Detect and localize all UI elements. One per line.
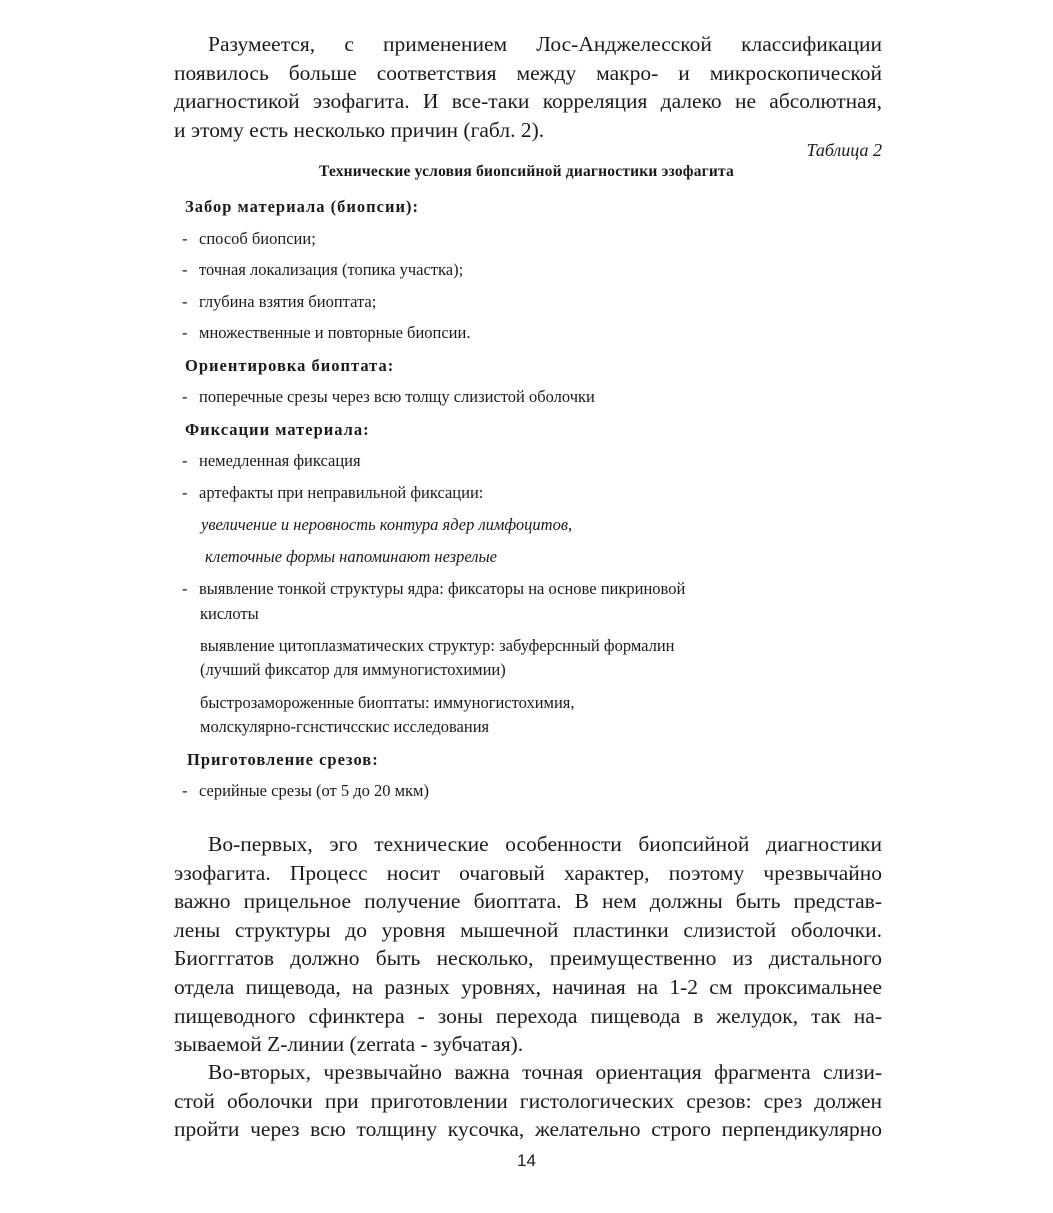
dash-marker: - [182,451,188,470]
text-line: Во-вторых, чрезвычайно важна точная ориентация фрагмента слизи- [208,1060,882,1084]
text-line: зываемой Z-линии (zerrata - зубчатая). [174,1032,524,1057]
text-line: Во-первых, эго технические особенности биопсийной диагностики [208,832,882,856]
table-item-continuation: молскулярно-гснстичсскис исследования [200,717,490,736]
dash-marker: - [182,292,188,311]
page-number: 14 [517,1151,536,1170]
text-line: пищеводного сфинктера - зоны перехода пищевода в желудок, так на- [174,1003,882,1028]
table-item-text: поперечные срезы через всю толщу слизистой оболочки [199,387,595,406]
text-line: диагностикой эзофагита. И все-таки корреляция далеко не абсолютная, [174,89,882,114]
table-title: Технические условия биопсийной диагностики эзофагита [319,163,734,180]
table-italic-note: клеточные формы напоминают незрелые [205,547,497,566]
dash-marker: - [182,483,188,502]
text-line: и этому есть несколько причин (габл. 2). [174,117,545,142]
table-number: Таблица 2 [806,140,882,160]
table-item-text: выявление тонкой структуры ядра: фиксаторы на основе пикриновой [199,579,686,598]
table-item [182,322,470,344]
table-section-header: Забор материала (биопсии): [185,197,419,216]
table-item-text: серийные срезы (от 5 до 20 мкм) [199,781,429,800]
dash-marker: - [182,260,188,279]
text-line: эзофагита. Процесс носит очаговый характер, поэтому чрезвычайно [174,860,882,885]
table-item-text: немедленная фиксация [199,451,361,470]
table-section-header: Фиксации материала: [185,420,370,439]
text-line: Биогггатов должно быть несколько, преимущественно из дистального [174,946,882,971]
table-item-text: множественные и повторные биопсии. [199,323,471,342]
text-line: отдела пищевода, на разных уровнях, начиная на 1-2 см проксимальнее [174,974,882,999]
dash-marker: - [182,323,188,342]
text-line: стой оболочки при приготовлении гистологических срезов: срез должен [174,1088,882,1113]
dash-marker: - [182,387,188,406]
table-item [182,482,483,504]
text-line: лены структуры до уровня мышечной пластинки слизистой оболочки. [174,917,882,942]
table-item-text: артефакты при неправильной фиксации: [199,483,484,502]
table-item [182,780,429,802]
body-paragraph [174,830,882,1059]
intro-paragraph [174,30,882,144]
dash-marker: - [182,579,188,598]
table-item-continuation: кислоты [200,604,259,623]
table-item [182,578,685,600]
table-item-continuation: быстрозамороженные биоптаты: иммуногистохимия, [200,693,575,712]
table-item [182,259,463,281]
dash-marker: - [182,781,188,800]
table-item [182,450,361,472]
text-line: Разумеется, с применением Лос-Анджелесской классификации [208,32,882,56]
body-paragraph [174,1058,882,1144]
table-item-text: точная локализация (топика участка); [199,260,464,279]
table-item-text: глубина взятия биоптата; [199,292,377,311]
table-section-header: Ориентировка биоптата: [185,356,395,375]
table-item [182,228,316,250]
table-item-text: способ биопсии; [199,229,316,248]
dash-marker: - [182,229,188,248]
table-item [182,291,376,313]
table-item-continuation: выявление цитоплазматических структур: забуферснный формалин [200,636,675,655]
table-item [182,386,595,408]
table-item-continuation: (лучший фиксатор для иммуногистохимии) [200,660,506,679]
table-italic-note: увеличение и неровность контура ядер лимфоцитов, [201,515,573,534]
table-section-header: Приготовление срезов: [187,750,379,769]
text-line: появилось больше соответствия между макро- и микроскопической [174,60,882,85]
text-line: пройти через всю толщину кусочка, желательно строго перпендикулярно [174,1117,882,1142]
text-line: важно прицельное получение биоптата. В нем должны быть представ- [174,889,882,914]
